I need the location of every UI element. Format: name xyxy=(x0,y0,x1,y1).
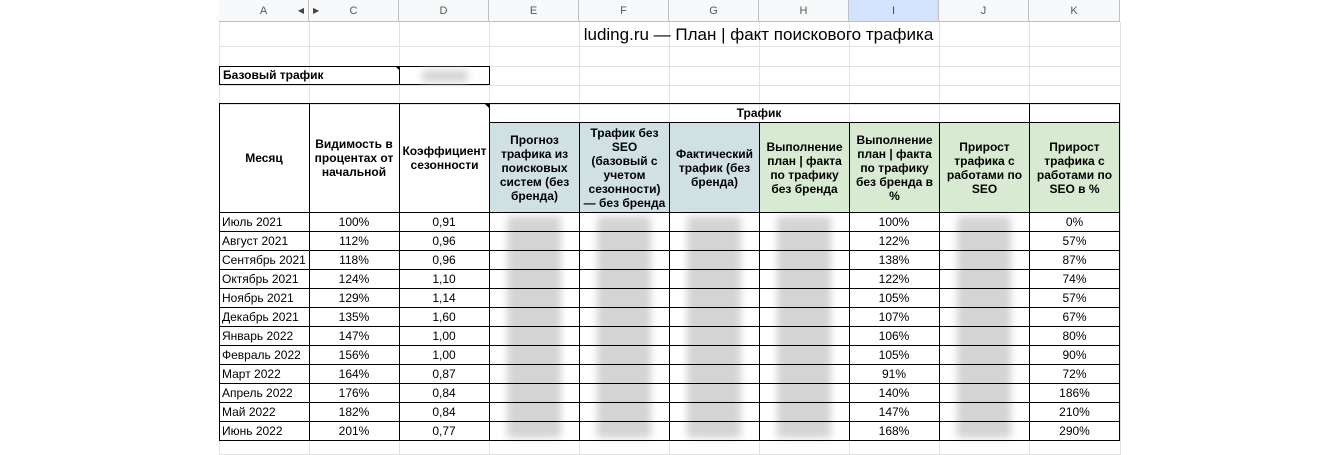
cell-growth-percent[interactable]: 72% xyxy=(1062,367,1087,381)
cell-coefficient[interactable]: 1,14 xyxy=(432,291,456,305)
cell-coefficient[interactable]: 0,77 xyxy=(432,424,456,438)
cell-visibility[interactable]: 129% xyxy=(338,291,370,305)
cell-visibility[interactable]: 182% xyxy=(338,405,370,419)
cell-growth-percent[interactable]: 90% xyxy=(1062,348,1087,362)
column-header-D[interactable]: D xyxy=(399,0,489,22)
table-border-v xyxy=(219,103,220,440)
column-header-I[interactable]: I xyxy=(849,0,939,22)
cell-month[interactable]: Декабрь 2021 xyxy=(222,310,299,324)
table-border-h xyxy=(489,122,1120,123)
cell-plan-fact-percent[interactable]: 105% xyxy=(878,348,910,362)
header-plan-fact[interactable]: Выполнение план | факта по трафику без бренда xyxy=(760,123,849,212)
cell-plan-fact-percent[interactable]: 138% xyxy=(878,253,910,267)
cell-coefficient[interactable]: 0,96 xyxy=(432,234,456,248)
cell-visibility[interactable]: 156% xyxy=(338,348,370,362)
table-border-h xyxy=(219,440,1120,441)
header-month[interactable]: Месяц xyxy=(245,151,283,165)
header-growth-percent[interactable]: Прирост трафика с работами по SEO в % xyxy=(1030,123,1119,212)
collapse-left-icon[interactable]: ◀ xyxy=(297,6,304,15)
cell-growth-percent[interactable]: 186% xyxy=(1059,386,1090,400)
cell-coefficient[interactable]: 0,91 xyxy=(432,215,456,229)
header-no-seo[interactable]: Трафик без SEO (базовый с учетом сезонности) — без бренда xyxy=(580,123,669,212)
cell-visibility[interactable]: 100% xyxy=(338,215,370,229)
cell-visibility[interactable]: 201% xyxy=(338,424,370,438)
cell-visibility[interactable]: 112% xyxy=(339,234,369,248)
table-border-v xyxy=(849,122,850,440)
cell-growth-percent[interactable]: 80% xyxy=(1062,329,1087,343)
blurred-value xyxy=(422,70,468,82)
grid-hline xyxy=(219,46,1120,47)
table-border-h xyxy=(219,103,1120,104)
cell-month[interactable]: Май 2022 xyxy=(222,405,276,419)
expand-right-icon[interactable]: ▶ xyxy=(313,6,320,15)
cell-plan-fact-percent[interactable]: 91% xyxy=(881,367,907,381)
cell-month[interactable]: Ноябрь 2021 xyxy=(222,291,294,305)
grid-vline xyxy=(1120,22,1121,455)
column-header-K[interactable]: K xyxy=(1029,0,1120,22)
cell-plan-fact-percent[interactable]: 105% xyxy=(878,291,910,305)
cell-plan-fact-percent[interactable]: 107% xyxy=(878,310,910,324)
header-plan-fact-percent[interactable]: Выполнение план | факта по трафику без бренда в % xyxy=(850,123,939,212)
cell-coefficient[interactable]: 1,60 xyxy=(432,310,456,324)
cell-month[interactable]: Февраль 2022 xyxy=(222,348,301,362)
spreadsheet-grid xyxy=(219,0,1120,455)
cell-plan-fact-percent[interactable]: 122% xyxy=(878,272,910,286)
header-actual[interactable]: Фактический трафик (без бренда) xyxy=(670,123,759,212)
cell-coefficient[interactable]: 0,96 xyxy=(432,253,456,267)
cell-coefficient[interactable]: 1,00 xyxy=(432,348,456,362)
table-border-v xyxy=(309,103,310,440)
table-border-v xyxy=(669,122,670,440)
cell-coefficient[interactable]: 0,84 xyxy=(432,386,456,400)
table-border-v xyxy=(1119,103,1120,440)
column-header-G[interactable]: G xyxy=(669,0,759,22)
cell-growth-percent[interactable]: 290% xyxy=(1059,424,1090,438)
cell-plan-fact-percent[interactable]: 168% xyxy=(878,424,910,438)
cell-coefficient[interactable]: 0,87 xyxy=(432,367,456,381)
cell-visibility[interactable]: 124% xyxy=(338,272,370,286)
cell-month[interactable]: Июль 2021 xyxy=(222,215,283,229)
cell-coefficient[interactable]: 0,84 xyxy=(432,405,456,419)
cell-growth-percent[interactable]: 57% xyxy=(1062,291,1087,305)
header-coefficient[interactable]: Коэффициент сезонности xyxy=(402,144,487,172)
cell-visibility[interactable]: 147% xyxy=(338,329,370,343)
cell-coefficient[interactable]: 1,00 xyxy=(432,329,456,343)
column-header-H[interactable]: H xyxy=(759,0,849,22)
cell-growth-percent[interactable]: 210% xyxy=(1059,405,1090,419)
cell-plan-fact-percent[interactable]: 100% xyxy=(878,215,910,229)
cell-plan-fact-percent[interactable]: 122% xyxy=(878,234,910,248)
sheet-title: luding.ru — План | факт поискового трафика xyxy=(583,25,934,44)
column-header-F[interactable]: F xyxy=(579,0,669,22)
cell-month[interactable]: Август 2021 xyxy=(222,234,289,248)
cell-plan-fact-percent[interactable]: 147% xyxy=(878,405,910,419)
table-border-v xyxy=(489,103,490,440)
cell-visibility[interactable]: 135% xyxy=(338,310,370,324)
header-forecast[interactable]: Прогноз трафика из поисковых систем (без бренда) xyxy=(490,123,579,212)
column-header-J[interactable]: J xyxy=(939,0,1029,22)
cell-month[interactable]: Март 2022 xyxy=(222,367,281,381)
header-growth[interactable]: Прирост трафика с работами по SEO xyxy=(940,123,1029,212)
cell-growth-percent[interactable]: 67% xyxy=(1062,310,1087,324)
cell-plan-fact-percent[interactable]: 106% xyxy=(878,329,910,343)
cell-month[interactable]: Июнь 2022 xyxy=(222,424,283,438)
cell-coefficient[interactable]: 1,10 xyxy=(432,272,456,286)
header-visibility[interactable]: Видимость в процентах от начальной xyxy=(314,137,394,179)
cell-visibility[interactable]: 164% xyxy=(338,367,370,381)
cell-month[interactable]: Октябрь 2021 xyxy=(222,272,299,286)
cell-plan-fact-percent[interactable]: 140% xyxy=(878,386,910,400)
cell-growth-percent[interactable]: 87% xyxy=(1062,253,1087,267)
header-traffic-group[interactable]: Трафик xyxy=(736,106,782,120)
cell-visibility[interactable]: 176% xyxy=(338,386,370,400)
base-traffic-label[interactable]: Базовый трафик xyxy=(219,66,400,85)
base-traffic-value[interactable] xyxy=(399,66,490,85)
table-border-v xyxy=(939,122,940,440)
cell-month[interactable]: Сентябрь 2021 xyxy=(222,253,306,267)
column-header-C[interactable]: C ▶ xyxy=(309,0,399,22)
column-header-E[interactable]: E xyxy=(489,0,579,22)
table-border-v xyxy=(579,122,580,440)
table-border-v xyxy=(759,122,760,440)
cell-visibility[interactable]: 118% xyxy=(339,253,369,267)
grid-hline xyxy=(219,85,1120,86)
table-border-v xyxy=(1029,103,1030,440)
table-border-v xyxy=(399,103,400,440)
column-header-A[interactable]: A ◀ xyxy=(219,0,309,22)
cell-growth-percent[interactable]: 57% xyxy=(1062,234,1087,248)
cell-month[interactable]: Январь 2022 xyxy=(222,329,294,343)
cell-growth-percent[interactable]: 74% xyxy=(1062,272,1087,286)
cell-growth-percent[interactable]: 0% xyxy=(1065,215,1084,229)
cell-month[interactable]: Апрель 2022 xyxy=(222,386,293,400)
